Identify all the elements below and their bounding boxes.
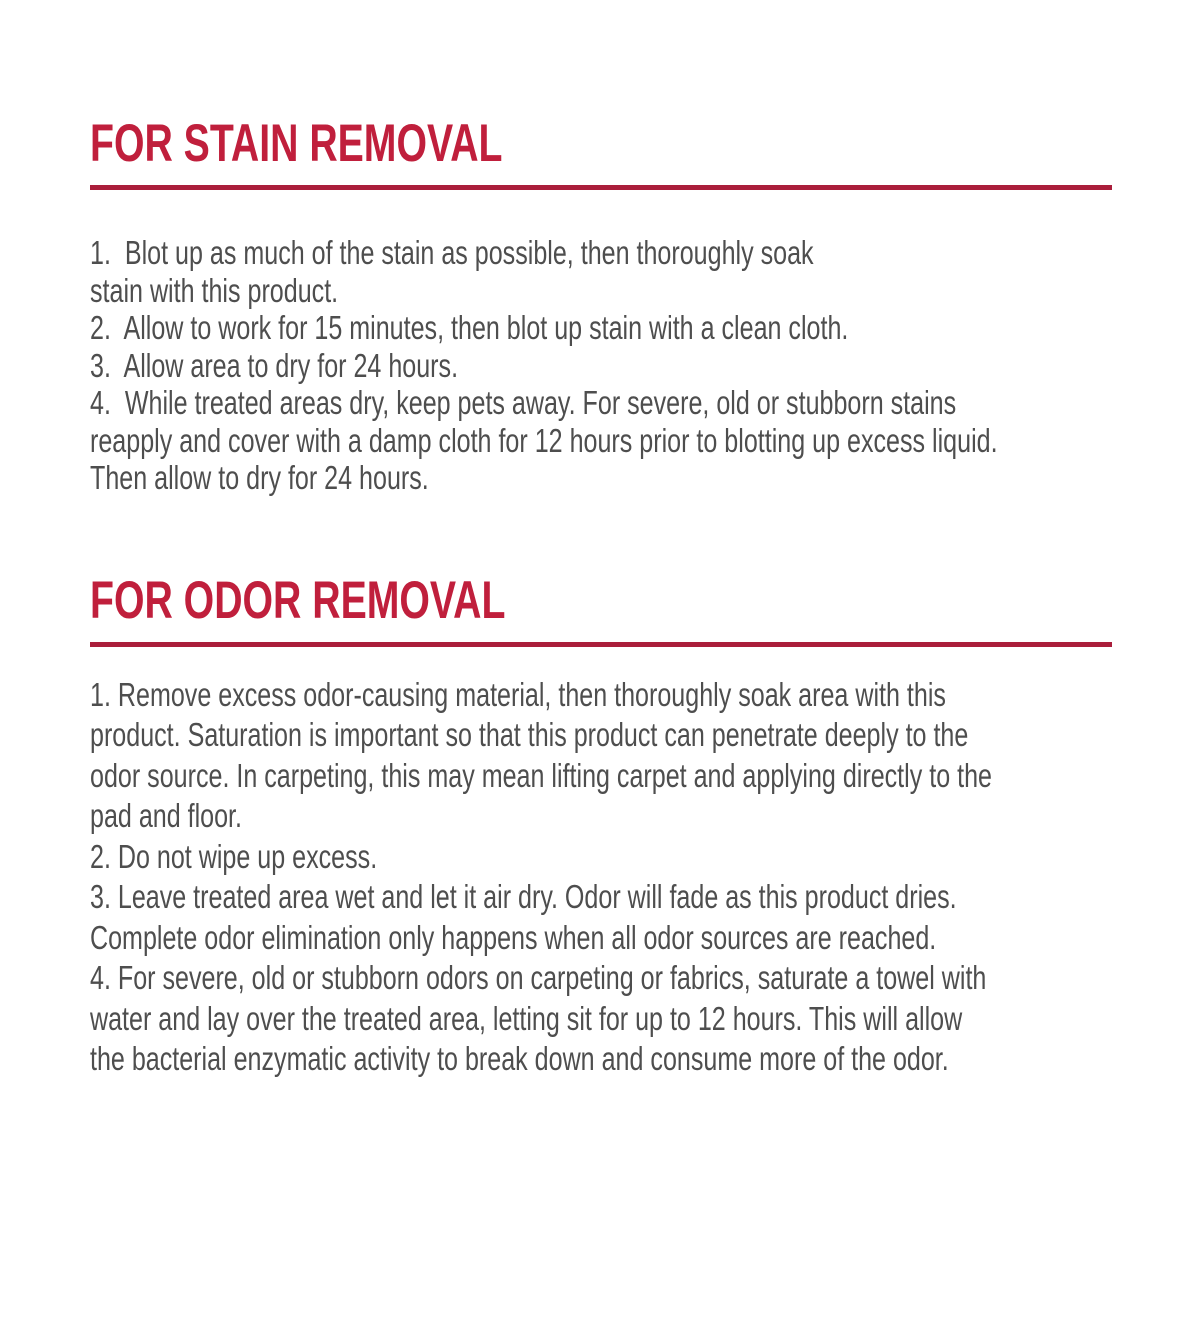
instruction-line: reapply and cover with a damp cloth for 12 hours prior to blotting up excess liquid.	[90, 421, 998, 459]
section-divider	[90, 642, 1112, 647]
section-heading-stain	[90, 114, 1112, 173]
instruction-line: 1. Remove excess odor-causing material, then thoroughly soak area with this	[90, 675, 946, 713]
instruction-item	[90, 837, 1112, 878]
instruction-line: Complete odor elimination only happens when all odor sources are reached.	[90, 918, 937, 956]
instruction-item	[90, 675, 1112, 837]
section-divider	[90, 185, 1112, 190]
instruction-line: 3. Leave treated area wet and let it air dry. Odor will fade as this product dries.	[90, 878, 957, 915]
instruction-line: 2. Do not wipe up excess.	[90, 837, 378, 875]
instruction-item	[90, 347, 1112, 385]
instruction-line: 4. For severe, old or stubborn odors on carpeting or fabrics, saturate a towel with	[90, 959, 987, 996]
section-heading-stain-text: FOR STAIN REMOVAL	[90, 114, 503, 173]
instruction-line: 1. Blot up as much of the stain as possible, then thoroughly soak	[90, 234, 814, 271]
instruction-item	[90, 384, 1112, 497]
instruction-line: 4. While treated areas dry, keep pets away. For severe, old or stubborn stains	[90, 384, 957, 421]
instructions-panel	[0, 114, 1200, 1080]
instruction-line: pad and floor.	[90, 797, 242, 834]
section-heading-odor-text: FOR ODOR REMOVAL	[90, 570, 506, 630]
instruction-item	[90, 309, 1112, 347]
instruction-item	[90, 877, 1112, 958]
instruction-line: 3. Allow area to dry for 24 hours.	[90, 346, 459, 384]
instruction-line: Then allow to dry for 24 hours.	[90, 459, 429, 496]
section-odor-removal	[90, 570, 1112, 1080]
instruction-line: product. Saturation is important so that this product can penetrate deeply to the	[90, 716, 969, 753]
odor-instructions-list	[90, 675, 1112, 1080]
section-heading-odor	[90, 570, 1112, 630]
instruction-line: the bacterial enzymatic activity to break down and consume more of the odor.	[90, 1040, 949, 1077]
instruction-line: water and lay over the treated area, letting sit for up to 12 hours. This will allow	[90, 999, 963, 1037]
instruction-line: stain with this product.	[90, 271, 339, 309]
instruction-item	[90, 958, 1112, 1080]
stain-instructions-list	[90, 234, 1112, 497]
instruction-line: odor source. In carpeting, this may mean lifting carpet and applying directly to the	[90, 756, 992, 794]
instruction-item	[90, 234, 1112, 309]
instruction-line: 2. Allow to work for 15 minutes, then blot up stain with a clean cloth.	[90, 309, 849, 346]
section-stain-removal	[90, 114, 1112, 497]
